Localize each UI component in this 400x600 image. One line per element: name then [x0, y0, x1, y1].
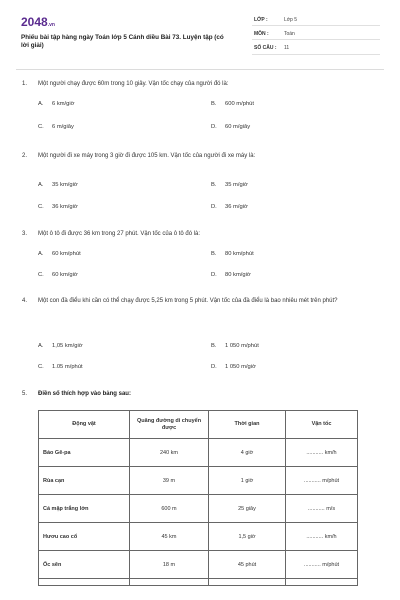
table-row [39, 523, 358, 551]
distance-cell: 39 m [130, 467, 209, 495]
option-d[interactable]: D. 80 km/giờ [211, 272, 251, 278]
option-b[interactable]: B. 80 km/phút [211, 251, 254, 257]
logo-number: 2048 [21, 15, 48, 29]
time-cell: 4 giờ [209, 439, 286, 467]
distance-cell: 45 km [130, 523, 209, 551]
animal-cell: Cá mập trắng lớn [39, 495, 130, 523]
option-d[interactable]: D. 36 m/giờ [211, 204, 248, 210]
time-cell: 1,5 giờ [209, 523, 286, 551]
table-row-cutoff [39, 579, 358, 586]
question-title: Điền số thích hợp vào bảng sau: [38, 391, 131, 397]
table-row [39, 495, 358, 523]
header-divider [16, 69, 384, 70]
distance-cell: 240 km [130, 439, 209, 467]
time-cell: 1 giờ [209, 467, 286, 495]
worksheet-title: Phiếu bài tập hàng ngày Toán lớp 5 Cánh diều Bài 73. Luyện tập (có lời giải) [21, 34, 224, 49]
speed-table [38, 410, 358, 586]
animal-cell: Báo Gê-pa [39, 439, 130, 467]
col-header-distance: Quãng đường di chuyển được [130, 411, 209, 439]
question-text: Một người đi xe máy trong 3 giờ đi được 105 km. Vận tốc của người đi xe máy là: [38, 153, 256, 159]
class-label: LỚP : [254, 17, 268, 23]
question-text: Một con đà điểu khi cần có thể chạy được 5,25 km trong 5 phút. Vận tốc của đà điểu là bao nhiêu mét trên phút? [38, 298, 338, 304]
option-c[interactable]: C. 60 km/giờ [38, 272, 78, 278]
option-d[interactable]: D. 1 050 m/giờ [211, 364, 256, 370]
question-number: 5. [22, 391, 28, 397]
option-c[interactable]: C. 6 m/giây [38, 124, 74, 130]
table-row [39, 439, 358, 467]
speed-blank[interactable]: ........... km/h [286, 523, 358, 551]
option-b[interactable]: B. 35 m/giờ [211, 182, 248, 188]
site-logo[interactable] [21, 15, 55, 29]
subject-value: Toán [284, 31, 295, 37]
option-c[interactable]: C. 1.05 m/phút [38, 364, 83, 370]
option-c[interactable]: C. 36 km/giờ [38, 204, 78, 210]
distance-cell: 600 m [130, 495, 209, 523]
option-d[interactable]: D. 60 m/giây [211, 124, 251, 130]
speed-blank[interactable]: ........... m/s [286, 495, 358, 523]
subject-label: MÔN : [254, 31, 269, 37]
animal-cell: Ốc sên [39, 551, 130, 579]
option-a[interactable]: A. 1,05 km/giờ [38, 343, 83, 349]
info-divider [252, 54, 380, 55]
table-row [39, 467, 358, 495]
question-count-label: SỐ CÂU : [254, 45, 277, 51]
animal-cell: Hươu cao cổ [39, 523, 130, 551]
class-value: Lớp 5 [284, 17, 298, 23]
table-header-row [39, 411, 358, 439]
option-b[interactable]: B. 600 m/phút [211, 101, 255, 107]
option-a[interactable]: A. 60 km/phút [38, 251, 81, 257]
question-number: 4. [22, 298, 28, 304]
info-divider [252, 39, 380, 40]
question-number: 1. [22, 81, 28, 87]
distance-cell: 18 m [130, 551, 209, 579]
option-a[interactable]: A. 35 km/giờ [38, 182, 78, 188]
animal-cell: Rùa cạn [39, 467, 130, 495]
col-header-speed: Vận tốc [286, 411, 358, 439]
speed-blank[interactable]: ........... m/phút [286, 551, 358, 579]
option-a[interactable]: A. 6 km/giờ [38, 101, 75, 107]
speed-blank[interactable]: ........... km/h [286, 439, 358, 467]
info-divider [252, 25, 380, 26]
col-header-animal: Động vật [39, 411, 130, 439]
question-number: 2. [22, 153, 28, 159]
time-cell: 45 phút [209, 551, 286, 579]
question-number: 3. [22, 231, 28, 237]
time-cell: 25 giây [209, 495, 286, 523]
logo-suffix: .vn [47, 22, 55, 28]
table-row [39, 551, 358, 579]
question-count-value: 11 [284, 45, 290, 51]
option-b[interactable]: B. 1 050 m/phút [211, 343, 259, 349]
speed-blank[interactable]: ........... m/phút [286, 467, 358, 495]
question-text: Một ô tô đi được 36 km trong 27 phút. Vận tốc của ô tô đó là: [38, 231, 201, 237]
question-text: Một người chạy được 60m trong 10 giây. Vận tốc chạy của người đó là: [38, 81, 229, 87]
col-header-time: Thời gian [209, 411, 286, 439]
